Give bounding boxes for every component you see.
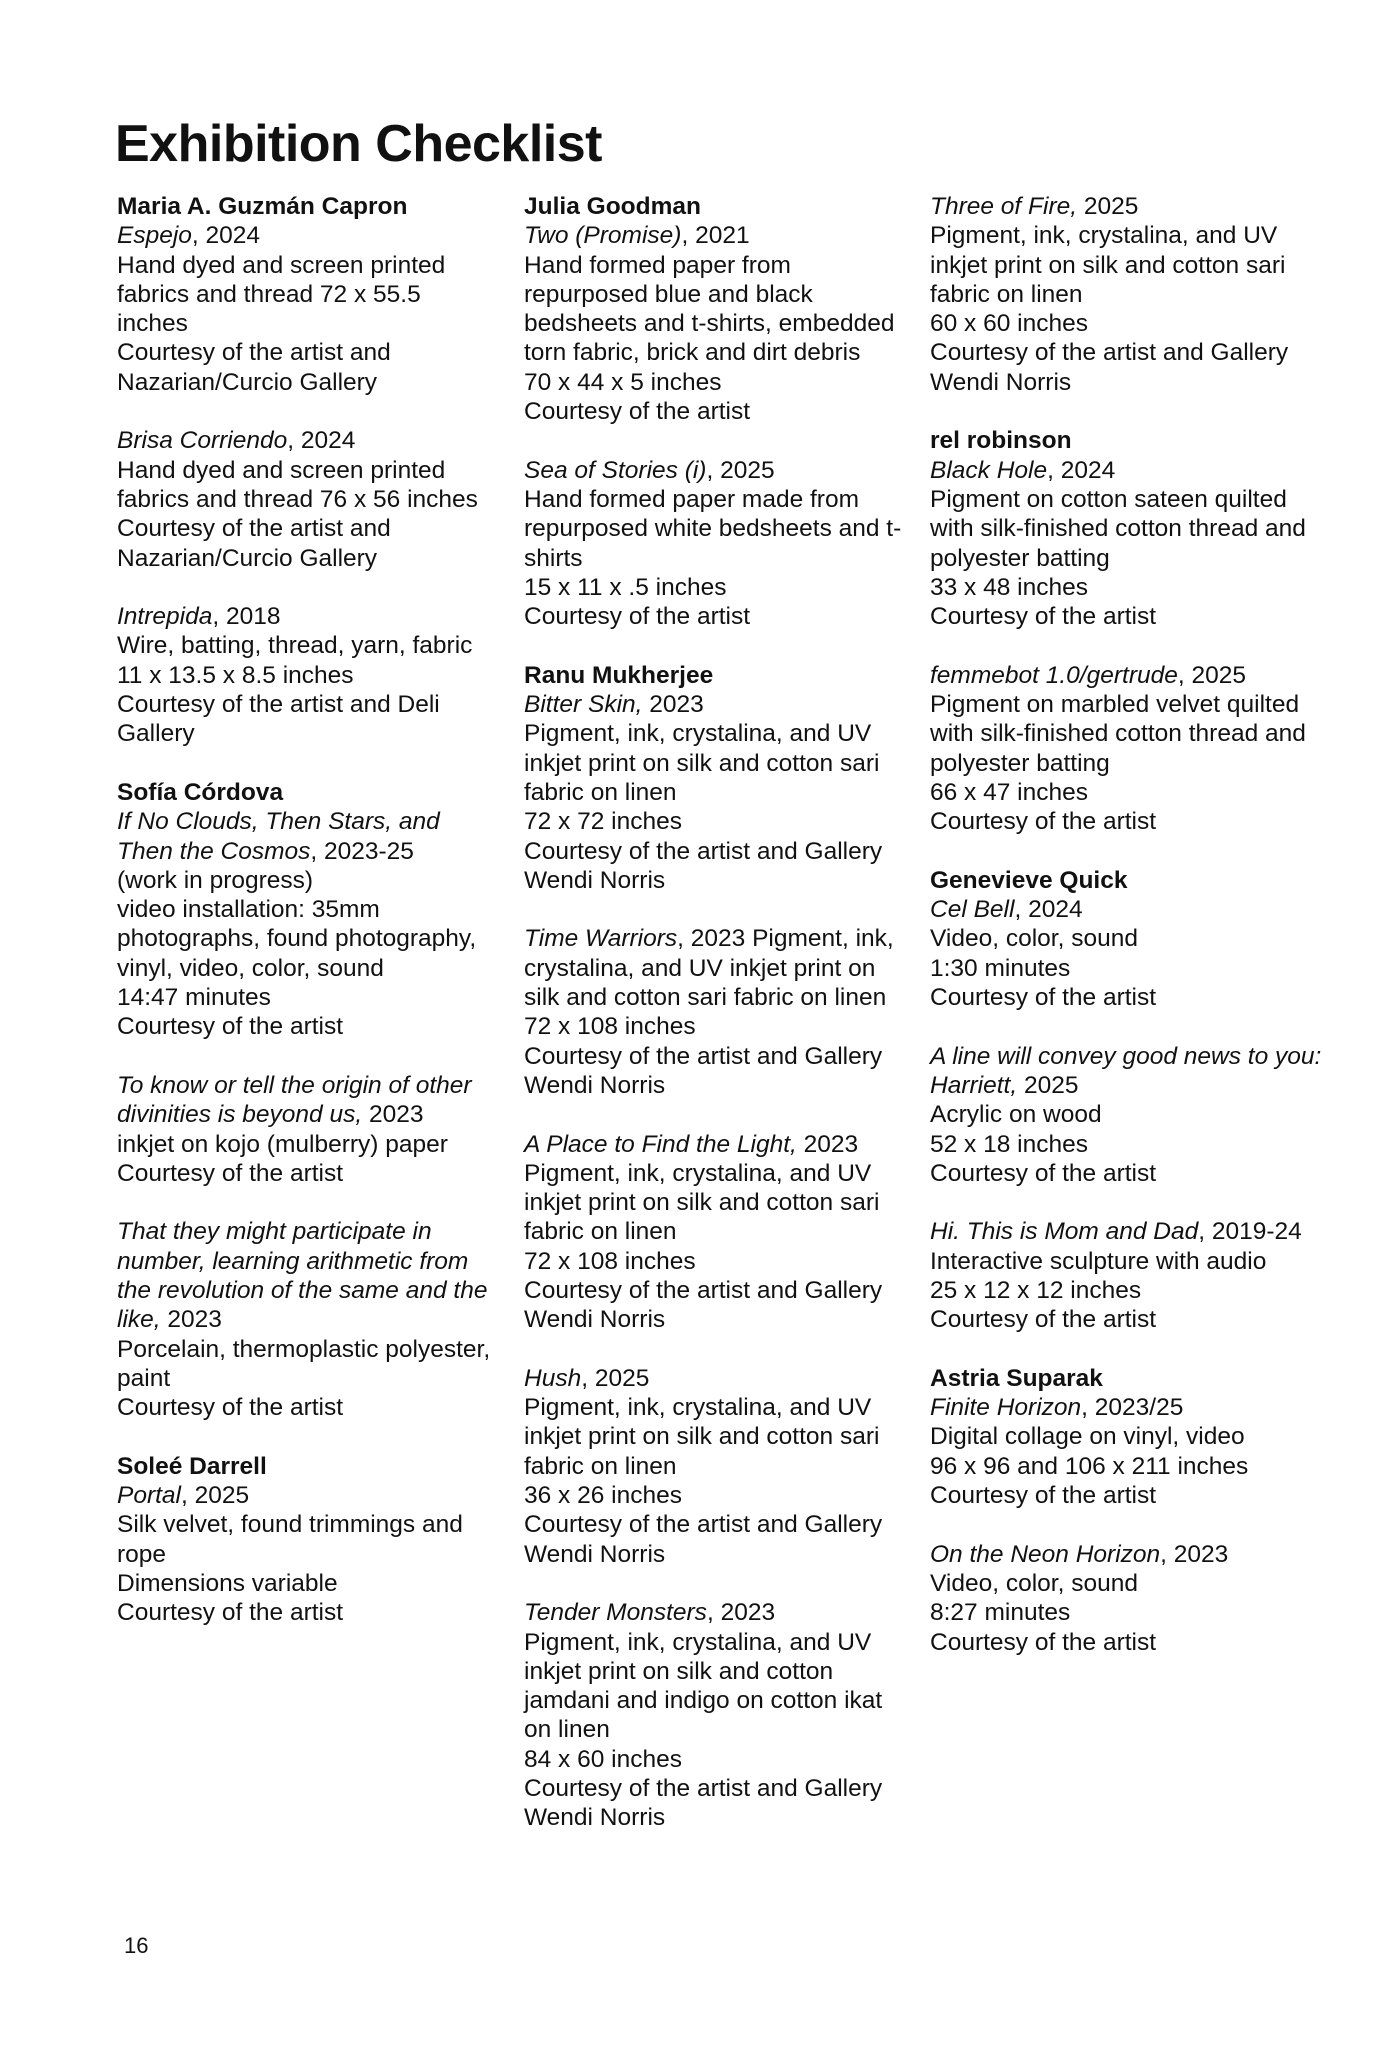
artwork-title-line (930, 661, 1330, 690)
artwork-title: Tender Monsters (524, 1599, 707, 1627)
artwork-title-line (930, 895, 1330, 924)
artist-name: Genevieve Quick (930, 866, 1128, 894)
artwork-entry (930, 1364, 1330, 1510)
artwork-entry (117, 1071, 497, 1188)
artwork-title: Hi. This is Mom and Dad (930, 1218, 1199, 1246)
artwork-title: Black Hole (930, 456, 1048, 484)
artwork-detail: 36 x 26 inches (524, 1482, 682, 1510)
artwork-detail: 70 x 44 x 5 inches (524, 368, 722, 396)
artwork-title: A Place to Find the Light, (524, 1130, 797, 1158)
artwork-year: 2025 (194, 1482, 250, 1510)
artwork-year: 2023 (720, 1599, 776, 1627)
artwork-detail: Pigment, ink, crystalina, and UV inkjet print on silk and cotton sari fabric on linen (524, 1394, 880, 1480)
artwork-entry (117, 602, 497, 748)
artwork-year: 2023 (167, 1306, 222, 1334)
artwork-title-line (117, 1217, 497, 1334)
artwork-title: Brisa Corriendo (117, 427, 288, 455)
artwork-entry (117, 1217, 497, 1422)
artwork-detail: Courtesy of the artist and Gallery Wendi Norris (524, 1775, 883, 1832)
artwork-detail: Courtesy of the artist and Deli Gallery (117, 691, 440, 748)
artwork-detail: Hand formed paper made from repurposed white bedsheets and t-shirts (524, 485, 902, 572)
title-separator: , (1081, 1394, 1095, 1422)
artwork-detail: Pigment, ink, crystalina, and UV inkjet print on silk and cotton sari fabric on linen (524, 720, 880, 806)
artwork-title-line (524, 690, 904, 719)
artwork-year: 2023/25 (1094, 1394, 1184, 1422)
artist-name: Soleé Darrell (117, 1452, 267, 1480)
artwork-detail: Digital collage on vinyl, video (930, 1423, 1245, 1451)
artwork-year: 2025 (720, 456, 775, 484)
artwork-title-line (930, 456, 1330, 485)
title-separator: , (706, 456, 721, 484)
artist-name: Astria Suparak (930, 1364, 1103, 1392)
artwork-detail: Porcelain, thermoplastic polyester, paint (117, 1335, 491, 1392)
artwork-year: 2023-25 (324, 837, 414, 865)
artwork-detail: Courtesy of the artist and Gallery Wendi Norris (524, 837, 883, 894)
title-separator: , (1198, 1218, 1212, 1246)
title-separator: , (1177, 661, 1192, 689)
artist-name: Ranu Mukherjee (524, 661, 714, 689)
artwork-title: Cel Bell (930, 896, 1015, 924)
artist-name: Maria A. Guzmán Capron (117, 193, 408, 220)
artwork-title-line (524, 221, 904, 250)
artwork-detail: Courtesy of the artist (930, 1482, 1157, 1510)
artwork-year: 2018 (225, 603, 281, 631)
artwork-year: 2025 (594, 1364, 650, 1392)
artwork-title: If No Clouds, Then Stars, and Then the Cosmos (117, 808, 440, 865)
artwork-title: Bitter Skin, (524, 691, 643, 719)
artwork-detail: Courtesy of the artist (117, 1599, 344, 1627)
artwork-detail: Courtesy of the artist and Gallery Wendi Norris (930, 339, 1289, 396)
artwork-detail: 8:27 minutes (930, 1599, 1071, 1627)
artwork-detail: 60 x 60 inches (930, 310, 1088, 338)
title-separator (797, 1131, 804, 1158)
title-separator: , (581, 1364, 595, 1392)
title-separator: , (706, 1599, 721, 1627)
title-separator: , (1014, 896, 1029, 924)
artwork-title: Intrepida (117, 603, 213, 631)
artwork-title: femmebot 1.0/gertrude (930, 661, 1178, 689)
artwork-detail: 72 x 72 inches (524, 808, 682, 836)
artwork-entry (524, 456, 904, 632)
artwork-title: A line will convey good news to you: Harriett, (930, 1042, 1322, 1099)
artwork-entry (930, 1042, 1330, 1188)
artwork-detail: Courtesy of the artist and Nazarian/Curcio Gallery (117, 339, 391, 396)
artwork-detail: Video, color, sound (930, 1569, 1138, 1597)
artwork-title-line (930, 1217, 1330, 1246)
artwork-entry (930, 192, 1330, 397)
artist-name: Julia Goodman (524, 193, 701, 220)
artwork-title-line (930, 192, 1330, 221)
artwork-detail: Courtesy of the artist and Gallery Wendi Norris (524, 1511, 883, 1568)
artwork-year: 2024 (1028, 896, 1083, 924)
artwork-entry (930, 426, 1330, 631)
artwork-detail: 72 x 108 inches (524, 1013, 696, 1041)
checklist-column-2 (524, 192, 904, 1862)
artwork-title: To know or tell the origin of other divinities is beyond us, (117, 1071, 472, 1129)
artwork-entry (117, 778, 497, 1042)
title-separator: , (181, 1482, 195, 1510)
artwork-title-line (524, 924, 904, 1012)
title-separator: , (1160, 1540, 1174, 1568)
artwork-year: 2024 (205, 222, 261, 250)
artwork-title: Sea of Stories (i) (524, 456, 707, 484)
artwork-title-line (117, 1071, 497, 1130)
artwork-entry (524, 1598, 904, 1832)
artwork-detail: 84 x 60 inches (524, 1745, 682, 1773)
artwork-year: 2025 (1023, 1071, 1079, 1099)
artwork-detail: 66 x 47 inches (930, 778, 1088, 806)
artwork-entry (524, 1130, 904, 1335)
artist-name: rel robinson (930, 427, 1072, 455)
artwork-title-line (524, 1598, 904, 1627)
artwork-year: 2023 (368, 1101, 424, 1129)
title-separator (1017, 1072, 1024, 1099)
artwork-detail: 1:30 minutes (930, 954, 1071, 982)
artwork-title-line (117, 1481, 497, 1510)
artwork-detail: 96 x 96 and 106 x 211 inches (930, 1452, 1249, 1480)
artwork-entry (117, 192, 497, 397)
artwork-title: Three of Fire, (930, 193, 1078, 220)
artwork-detail: Courtesy of the artist (930, 1628, 1157, 1656)
title-separator: , (677, 925, 691, 953)
artwork-title-line (117, 221, 497, 250)
title-separator: , (310, 837, 324, 865)
artwork-detail: Courtesy of the artist (117, 1394, 344, 1422)
artwork-detail: Interactive sculpture with audio (930, 1247, 1267, 1275)
artwork-title-line (117, 602, 497, 631)
artwork-year: 2023 (1173, 1540, 1229, 1568)
artwork-entry (524, 1364, 904, 1569)
artwork-detail: Courtesy of the artist (930, 603, 1157, 631)
artwork-title-line (930, 1540, 1330, 1569)
artwork-title-line (524, 456, 904, 485)
artwork-title: Hush (524, 1364, 582, 1392)
artwork-detail: Courtesy of the artist (930, 984, 1157, 1012)
artwork-year: 2023 (649, 691, 704, 719)
artwork-title-line (117, 807, 497, 866)
title-separator: , (212, 603, 226, 631)
artwork-year: 2021 (695, 222, 750, 250)
artwork-detail: Pigment on cotton sateen quilted with silk-finished cotton thread and polyester batting (930, 485, 1306, 572)
artwork-title: Portal (117, 1482, 182, 1510)
artwork-detail: 11 x 13.5 x 8.5 inches (117, 661, 354, 689)
artwork-year: 2023 Pigment, ink, crystalina, and UV inkjet print on silk and cotton sari fabric on linen (524, 925, 894, 1012)
artwork-detail: Acrylic on wood (930, 1101, 1102, 1129)
artwork-year: 2025 (1083, 193, 1139, 220)
checklist-column-3 (930, 192, 1330, 1686)
artwork-detail: Hand dyed and screen printed fabrics and thread 72 x 55.5 inches (117, 251, 446, 338)
title-separator (1077, 193, 1084, 220)
checklist-column-1 (117, 192, 497, 1657)
artwork-detail: Hand dyed and screen printed fabrics and thread 76 x 56 inches (117, 456, 478, 513)
artwork-detail: Dimensions variable (117, 1569, 338, 1597)
artwork-detail: 25 x 12 x 12 inches (930, 1276, 1142, 1304)
title-separator (362, 1101, 369, 1128)
artwork-title-line (930, 1042, 1330, 1101)
title-separator: , (191, 222, 206, 250)
artwork-entry (524, 924, 904, 1100)
artwork-detail: 72 x 108 inches (524, 1247, 696, 1275)
artwork-year: 2024 (1060, 456, 1116, 484)
artwork-detail: Silk velvet, found trimmings and rope (117, 1511, 463, 1568)
artwork-detail: Pigment, ink, crystalina, and UV inkjet print on silk and cotton sari fabric on linen (524, 1159, 880, 1246)
artwork-detail: Courtesy of the artist (930, 808, 1157, 836)
artwork-entry (117, 426, 497, 572)
artwork-title-line (524, 1364, 904, 1393)
artwork-detail: Courtesy of the artist (524, 603, 751, 631)
artwork-entry (930, 866, 1330, 1012)
artwork-title: Espejo (117, 222, 192, 250)
artwork-detail: Courtesy of the artist (117, 1159, 344, 1187)
title-separator: , (1047, 456, 1061, 484)
artwork-entry (117, 1452, 497, 1628)
page-title: Exhibition Checklist (115, 115, 602, 173)
artwork-detail: Video, color, sound (930, 925, 1138, 953)
artwork-entry (524, 661, 904, 895)
artwork-entry (930, 1217, 1330, 1334)
artwork-detail: Courtesy of the artist (524, 398, 751, 426)
artwork-detail: video installation: 35mm photographs, found photography, vinyl, video, color, sound (117, 896, 477, 982)
artwork-year: 2019-24 (1211, 1218, 1302, 1246)
artist-name: Sofía Córdova (117, 778, 284, 806)
artwork-detail: 14:47 minutes (117, 984, 271, 1012)
artwork-detail: Courtesy of the artist (117, 1013, 344, 1041)
artwork-entry (930, 661, 1330, 837)
artwork-year: 2025 (1191, 661, 1246, 689)
artwork-detail: 15 x 11 x .5 inches (524, 573, 727, 601)
artwork-detail: Pigment, ink, crystalina, and UV inkjet print on silk and cotton jamdani and indigo on cotton ikat on linen (524, 1628, 883, 1744)
artwork-title: That they might participate in number, learning arithmetic from the revolution of the same and the like, (117, 1218, 488, 1334)
artwork-detail: Courtesy of the artist and Nazarian/Curcio Gallery (117, 515, 391, 572)
page-number: 16 (124, 1933, 149, 1958)
artwork-detail: Pigment on marbled velvet quilted with silk-finished cotton thread and polyester batting (930, 691, 1306, 777)
artwork-title-line (117, 426, 497, 455)
artwork-detail: Courtesy of the artist and Gallery Wendi Norris (524, 1042, 883, 1099)
artwork-title-line (930, 1393, 1330, 1422)
artwork-detail: Pigment, ink, crystalina, and UV inkjet print on silk and cotton sari fabric on linen (930, 222, 1286, 308)
artwork-year: 2024 (300, 427, 356, 455)
artwork-detail: inkjet on kojo (mulberry) paper (117, 1130, 448, 1158)
title-separator: , (287, 427, 301, 455)
artwork-detail: Courtesy of the artist and Gallery Wendi Norris (524, 1276, 883, 1334)
artwork-title: On the Neon Horizon (930, 1540, 1161, 1568)
artwork-detail: Hand formed paper from repurposed blue and black bedsheets and t-shirts, embedded torn fabric, brick and dirt debris (524, 251, 895, 367)
artwork-entry (524, 192, 904, 426)
artwork-title: Time Warriors (524, 925, 678, 953)
artwork-detail: 33 x 48 inches (930, 573, 1088, 601)
artwork-detail: 52 x 18 inches (930, 1130, 1088, 1158)
artwork-title: Finite Horizon (930, 1394, 1082, 1422)
artwork-year: 2023 (803, 1130, 859, 1158)
title-separator: , (681, 222, 696, 250)
artwork-entry (930, 1540, 1330, 1657)
artwork-title: Two (Promise) (524, 222, 682, 250)
artwork-detail: Wire, batting, thread, yarn, fabric (117, 632, 473, 660)
artwork-detail: Courtesy of the artist (930, 1159, 1157, 1187)
artwork-title-line (524, 1130, 904, 1159)
artwork-detail: (work in progress) (117, 866, 314, 894)
artwork-detail: Courtesy of the artist (930, 1306, 1157, 1334)
